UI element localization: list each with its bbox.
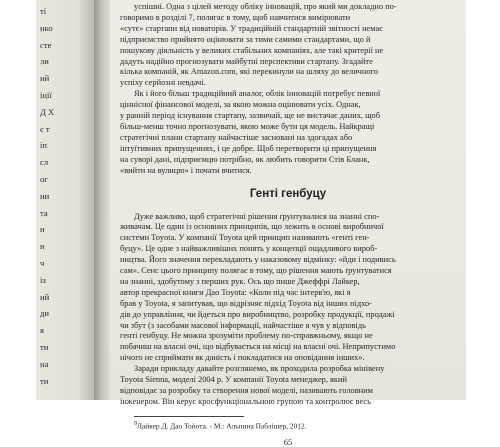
left-page-fragment: н bbox=[40, 241, 45, 252]
text-line: чи збут (з засобами масової інформації, найчастіше я чув у відповідь bbox=[120, 320, 366, 330]
left-page-fragment: сл bbox=[40, 157, 49, 168]
left-page-fragment: я bbox=[40, 325, 44, 336]
text-line: автор прекрасної книги Дао Toyota: «Коли під час інтерв'ю, які я bbox=[120, 287, 351, 297]
left-page-fragment: із bbox=[40, 274, 46, 285]
paragraph-3 bbox=[120, 212, 456, 299]
text-line: генті генбуцу. Не можна зрозуміти проблему по-справжньому, якщо не bbox=[120, 331, 373, 341]
text-line: живачам. Це один із основних принципів, що лежить в основі виробничої bbox=[120, 222, 384, 232]
left-page-fragment: ч bbox=[40, 257, 45, 269]
right-page bbox=[110, 0, 466, 447]
text-line: відповідає за розробку та створення нової моделі, називають головним bbox=[120, 386, 373, 395]
text-line: буцу». Це одне з найважливіших понять у концепції ощадливого вироб- bbox=[120, 244, 378, 254]
text-line: Toyota Sienna, моделі 2004 р. У компанії Toyota менеджер, який bbox=[120, 375, 347, 385]
text-line: на суворі дані, підприємцю потрібно, як любить говорити Стів Бланк, bbox=[120, 154, 370, 164]
left-page-fragment: ти bbox=[40, 375, 49, 386]
text-line: підприємство прийнято оцінювати за тими самими стандартами, що й bbox=[120, 34, 371, 44]
paragraph-3-quote bbox=[120, 299, 456, 364]
text-line: Дуже важливо, щоб стратегічні рішення ґрунтувалися на знанні спо- bbox=[134, 211, 380, 221]
left-page-fragment: є т bbox=[40, 123, 50, 134]
left-page-fragment: ди bbox=[40, 308, 49, 319]
text-line: ціннісної фінансової моделі, за якою можна оцінювати усіх. Однак, bbox=[120, 100, 361, 110]
text-line: інтуїтивних припущеннях, і це добре. Щоб перетворити ці припущення bbox=[120, 143, 377, 153]
text-line: успішні. Одна з цілей методу обліку інновацій, про який ми докладно по- bbox=[134, 2, 397, 11]
text-line: ництва. Його значення перекладають у наказовому відмінку: «йди і подивись bbox=[120, 255, 396, 265]
text-line: «вийти на вулицю» і почати вчитися. bbox=[120, 165, 252, 175]
left-page-fragment: ни bbox=[40, 190, 50, 201]
text-line: у ранній період існування стартапу, зазвичай, ще не вистачає даних, щоб bbox=[120, 111, 380, 121]
footnote-mark: 9 bbox=[134, 420, 137, 427]
footnote-text: Лайкер Д. Дао Тойота. - М.: Альпина Паблішер, 2012. bbox=[137, 421, 307, 431]
left-page bbox=[36, 0, 96, 400]
text-line: побачиш на власні очі, що відбувається на місці на власні очі. Неприпустимо bbox=[120, 342, 396, 352]
text-line: «сутє» стартапи від новаторів. У традиційній стандартній звітності немає bbox=[120, 23, 383, 33]
text-line: кілька компаній, як Amazon.com, які перекинули на шляху до величного bbox=[120, 67, 378, 77]
left-page-fragment: ий bbox=[40, 73, 50, 84]
page-number: 65 bbox=[283, 437, 293, 447]
text-line: системи Toyota. У компанії Toyota цей принцип називають «генті ген- bbox=[120, 233, 370, 243]
left-page-fragment: на bbox=[40, 358, 49, 369]
paragraph-4 bbox=[120, 364, 456, 408]
left-page-fragment: сте bbox=[40, 39, 52, 50]
text-line: на знанні, здобутому з перших рук. Ось що пише Джеффрі Лайкер, bbox=[120, 276, 360, 286]
left-page-fragment: ли bbox=[40, 56, 49, 67]
left-page-fragment: ий bbox=[40, 291, 50, 302]
footnote-rule bbox=[134, 416, 244, 417]
footnote bbox=[120, 419, 456, 431]
text-line: говоримо в розділі 7, полягає в тому, щоб навчитися вимірювати bbox=[120, 12, 351, 22]
left-page-fragment: іп bbox=[40, 140, 47, 151]
text-line: брав у Toyota, я запитував, що відрізняє підхід Toyota від інших підхо- bbox=[120, 298, 372, 308]
left-page-fragment: ті bbox=[40, 5, 47, 17]
text-line: дів до управління, чи йдеться про виробництво, розробку продукції, продажі bbox=[120, 309, 395, 319]
left-page-fragment: та bbox=[40, 207, 48, 218]
left-page-fragment: іції bbox=[40, 89, 52, 101]
text-line: більш-менш точно прогнозувати, якою може бути ця модель. Найкращі bbox=[120, 121, 375, 131]
text-line: нічого не сприймати як даність і покладатися на оповідання інших». bbox=[120, 353, 365, 363]
text-line: Як і його більш традиційний аналог, облік інновацій потребує певної bbox=[134, 89, 381, 99]
left-page-fragment: н bbox=[40, 224, 45, 235]
left-page-fragment: ог bbox=[40, 173, 48, 185]
left-page-fragment: Д Х bbox=[40, 106, 55, 117]
text-line: інженером. Він керує кросфункціональною групою та контролює весь bbox=[120, 396, 371, 406]
text-line: стратегічні плани стартапу найчастіше засновані на здогадах або bbox=[120, 132, 353, 142]
page-text bbox=[120, 2, 456, 447]
section-heading: Генті генбуцу bbox=[249, 187, 327, 200]
text-line: успіху серйозні невдачі. bbox=[120, 78, 206, 88]
text-line: Заради прикладу давайте розглянемо, як проходила розробка мінівену bbox=[134, 364, 385, 374]
book bbox=[36, 0, 466, 447]
text-line: сам». Сенс цього принципу полягає в тому, що рішення мають ґрунтуватися bbox=[120, 266, 392, 276]
left-page-fragment: нко bbox=[40, 22, 53, 33]
paragraph-2 bbox=[120, 89, 456, 176]
left-page-fragment: ти bbox=[40, 341, 49, 353]
paragraph-1 bbox=[120, 2, 456, 89]
text-line: пошукову діяльність у великих стабільних компаніях, але такі критерії не bbox=[120, 45, 384, 55]
text-line: дадуть надійно прогнозувати майбутні перспективи стартапу. Згадайте bbox=[120, 56, 373, 66]
